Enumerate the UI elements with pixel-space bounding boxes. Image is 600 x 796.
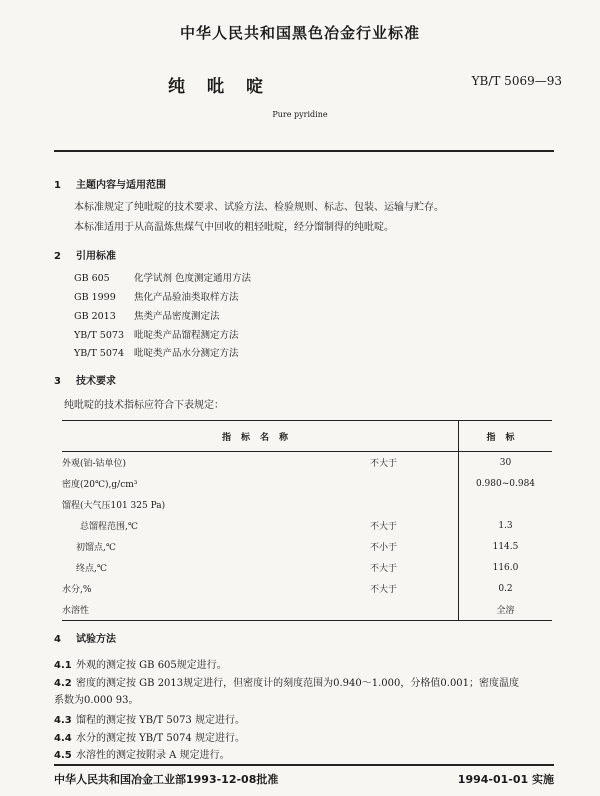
section-1-paragraph-1: 本标准规定了纯吡啶的技术要求、试验方法、检验规则、标志、包装、运输与贮存。 — [74, 202, 444, 213]
table-header-row — [62, 421, 552, 452]
section-2-heading: 2 引用标准 — [54, 251, 116, 262]
test-step: 4.3 馏程的测定按 YB/T 5073 规定进行。 — [54, 715, 245, 726]
table-row — [62, 578, 552, 599]
spec-condition: 不大于 — [370, 522, 398, 532]
reference-item: GB 1999 焦化产品验油类取样方法 — [74, 292, 239, 303]
spec-condition — [370, 494, 459, 515]
footer-divider — [54, 764, 554, 766]
table-row — [62, 536, 552, 557]
test-step: 4.2 密度的测定按 GB 2013规定进行，但密度计的刻度范围为0.940～1.000，分格值0.001；密度温度 — [54, 678, 520, 689]
spec-condition: 不小于 — [370, 543, 398, 553]
reference-item: GB 605 化学试剂 色度测定通用方法 — [74, 273, 252, 284]
spec-condition — [370, 473, 459, 494]
specification-table — [62, 421, 552, 621]
spec-name: 总馏程范围,℃ — [80, 522, 138, 532]
section-1-paragraph-2: 本标准适用于从高温炼焦煤气中回收的粗轻吡啶，经分馏制得的纯吡啶。 — [74, 222, 394, 233]
table-row — [62, 599, 552, 621]
spec-value: 30 — [459, 452, 553, 474]
english-title: Pure pyridine — [272, 110, 328, 119]
spec-value: 1.3 — [459, 515, 553, 536]
table-row — [62, 452, 552, 474]
spec-value: 116.0 — [459, 557, 553, 578]
test-step: 4.5 水溶性的测定按附录 A 规定进行。 — [54, 750, 230, 761]
test-step: 4.4 水分的测定按 YB/T 5074 规定进行。 — [54, 733, 245, 744]
spec-condition — [370, 599, 459, 621]
spec-condition: 不大于 — [370, 564, 398, 574]
reference-item: YB/T 5073 吡啶类产品馏程测定方法 — [74, 330, 239, 341]
spec-name: 初馏点,℃ — [76, 543, 116, 553]
spec-name: 水溶性 — [62, 599, 370, 621]
table-row — [62, 494, 552, 515]
standard-number: YB/T 5069—93 — [471, 74, 562, 88]
spec-condition: 不大于 — [370, 585, 398, 595]
spec-value: 0.2 — [459, 578, 553, 599]
effective-date: 1994-01-01 实施 — [457, 773, 554, 786]
spec-value: 0.980~0.984 — [459, 473, 553, 494]
column-header-name: 指标名称 — [62, 421, 459, 452]
spec-condition: 不大于 — [370, 459, 398, 469]
spec-name: 水分,% — [62, 585, 92, 595]
approval-statement: 中华人民共和国冶金工业部1993-12-08批准 — [54, 773, 279, 786]
spec-value — [459, 494, 553, 515]
spec-name: 馏程(大气压101 325 Pa) — [62, 501, 166, 511]
reference-item: YB/T 5074 吡啶类产品水分测定方法 — [74, 348, 239, 359]
header-divider — [54, 150, 554, 152]
issuing-authority-title: 中华人民共和国黑色冶金行业标准 — [179, 24, 420, 42]
test-step: 4.1 外观的测定按 GB 605规定进行。 — [54, 660, 227, 671]
table-row — [62, 515, 552, 536]
reference-item: GB 2013 焦类产品密度测定法 — [74, 311, 220, 322]
spec-value: 114.5 — [459, 536, 553, 557]
table-row — [62, 557, 552, 578]
section-3-intro: 纯吡啶的技术指标应符合下表规定： — [64, 400, 224, 411]
document-title: 纯吡啶 — [168, 77, 285, 97]
table-row — [62, 473, 552, 494]
section-4-heading: 4 试验方法 — [54, 634, 116, 645]
test-step-continuation: 系数为0.000 93。 — [54, 695, 139, 706]
spec-name: 终点,℃ — [76, 564, 107, 574]
spec-value: 全溶 — [459, 599, 553, 621]
spec-name: 密度(20℃),g/cm³ — [62, 480, 138, 490]
section-1-heading: 1 主题内容与适用范围 — [54, 180, 166, 191]
section-3-heading: 3 技术要求 — [54, 376, 116, 387]
column-header-value: 指标 — [459, 421, 553, 452]
spec-name: 外观(铂-钴单位) — [62, 459, 127, 469]
